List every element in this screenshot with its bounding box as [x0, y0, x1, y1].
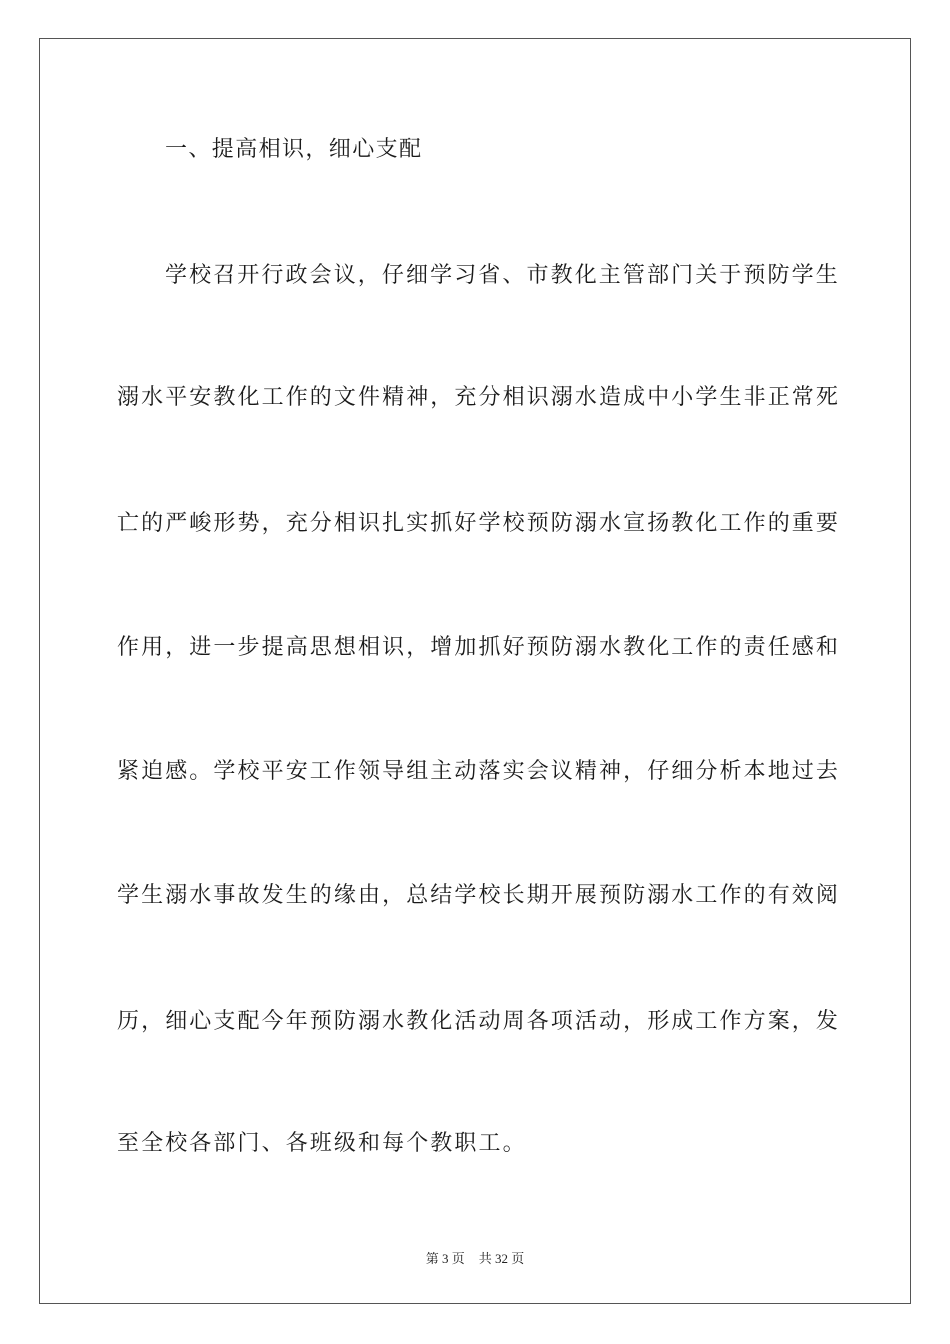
paragraph-line-3: 亡的严峻形势，充分相识扎实抓好学校预防溺水宣扬教化工作的重要 — [117, 511, 841, 536]
paragraph-line-7: 历，细心支配今年预防溺水教化活动周各项活动，形成工作方案，发 — [117, 1009, 841, 1034]
paragraph-line-8: 至全校各部门、各班级和每个教职工。 — [117, 1131, 527, 1156]
page-footer — [0, 1248, 950, 1267]
paragraph-line-4: 作用，进一步提高思想相识，增加抓好预防溺水教化工作的责任感和 — [117, 635, 841, 660]
section-heading: 一、提高相识，细心支配 — [165, 137, 423, 162]
paragraph-line-5: 紧迫感。学校平安工作领导组主动落实会议精神，仔细分析本地过去 — [117, 759, 841, 784]
paragraph-line-1: 学校召开行政会议，仔细学习省、市教化主管部门关于预防学生 — [165, 263, 840, 288]
page-number: 第 3 页 — [425, 1251, 465, 1266]
page-total: 共 32 页 — [478, 1251, 525, 1266]
paragraph-line-6: 学生溺水事故发生的缘由，总结学校长期开展预防溺水工作的有效阅 — [117, 883, 841, 908]
paragraph-line-2: 溺水平安教化工作的文件精神，充分相识溺水造成中小学生非正常死 — [117, 385, 841, 410]
page-border — [39, 38, 911, 1304]
